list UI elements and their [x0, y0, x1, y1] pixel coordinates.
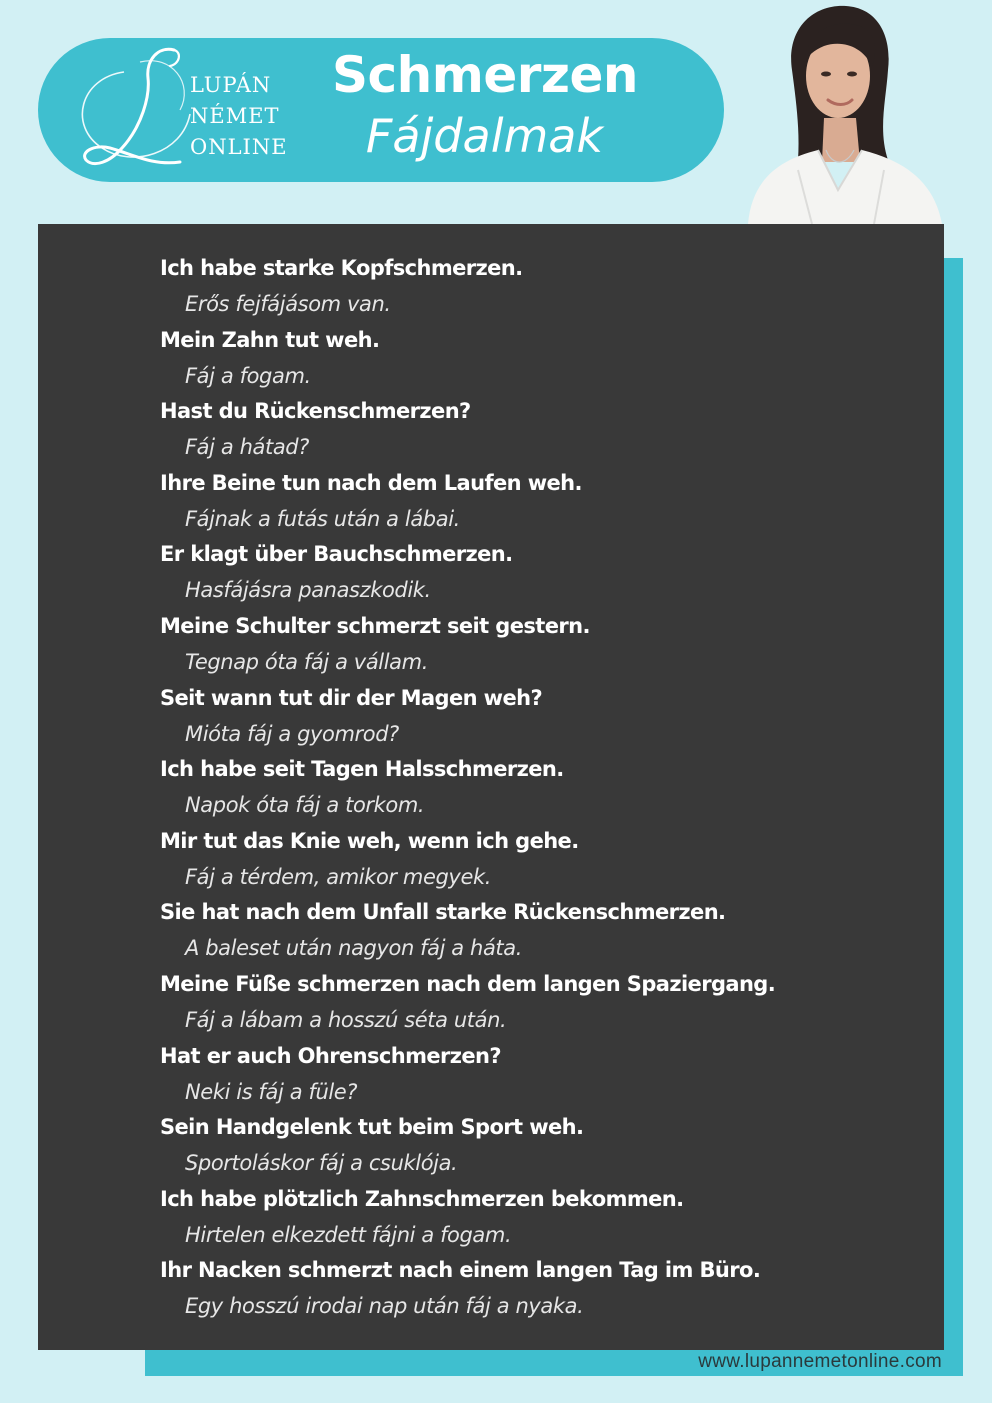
german-sentence: Seit wann tut dir der Magen weh? — [160, 685, 543, 710]
hungarian-translation: Napok óta fáj a torkom. — [185, 793, 425, 818]
phrase-item — [160, 1038, 940, 1110]
phrase-item — [160, 322, 940, 394]
german-sentence: Hat er auch Ohrenschmerzen? — [160, 1043, 501, 1068]
hungarian-translation: Erős fejfájásom van. — [185, 292, 391, 316]
phrase-item — [160, 751, 940, 823]
hungarian-translation: Tegnap óta fáj a vállam. — [185, 649, 428, 674]
german-sentence: Ich habe plötzlich Zahnschmerzen bekommen. — [160, 1186, 684, 1211]
phrase-item — [160, 823, 940, 895]
hungarian-translation: Fáj a lábam a hosszú séta után. — [185, 1007, 507, 1032]
german-sentence: Er klagt über Bauchschmerzen. — [160, 542, 513, 567]
phrase-item — [160, 250, 940, 322]
hungarian-translation: Hirtelen elkezdett fájni a fogam. — [185, 1222, 512, 1247]
brand-name-line: ONLINE — [190, 135, 288, 159]
website-link[interactable]: www.lupannemetonline.com — [698, 1351, 942, 1372]
page-title: Schmerzen — [332, 46, 639, 104]
german-sentence: Mein Zahn tut weh. — [160, 327, 380, 352]
brand-name — [190, 70, 288, 163]
hungarian-translation: Fáj a hátad? — [185, 435, 309, 460]
brand-name-line: LUPÁN — [190, 73, 272, 97]
hungarian-translation: Neki is fáj a füle? — [185, 1079, 358, 1104]
phrase-item — [160, 1109, 940, 1181]
phrase-item — [160, 393, 940, 465]
german-sentence: Ich habe seit Tagen Halsschmerzen. — [160, 757, 564, 782]
brand-name-line: NÉMET — [190, 104, 280, 128]
hungarian-translation: A baleset után nagyon fáj a háta. — [185, 936, 523, 961]
phrase-item — [160, 465, 940, 537]
hungarian-translation: Fáj a fogam. — [185, 363, 311, 388]
phrase-item — [160, 1252, 940, 1324]
german-sentence: Sie hat nach dem Unfall starke Rückenschmerzen. — [160, 900, 726, 925]
german-sentence: Ich habe starke Kopfschmerzen. — [160, 256, 523, 280]
hungarian-translation: Fáj a térdem, amikor megyek. — [185, 864, 492, 889]
german-sentence: Hast du Rückenschmerzen? — [160, 399, 471, 424]
phrase-item — [160, 894, 940, 966]
phrase-item — [160, 608, 940, 680]
teacher-portrait-photo — [738, 0, 944, 224]
german-sentence: Meine Schulter schmerzt seit gestern. — [160, 613, 590, 638]
german-sentence: Mir tut das Knie weh, wenn ich gehe. — [160, 828, 579, 853]
german-sentence: Meine Füße schmerzen nach dem langen Spaziergang. — [160, 971, 776, 996]
german-sentence: Ihr Nacken schmerzt nach einem langen Tag im Büro. — [160, 1258, 761, 1283]
german-sentence: Sein Handgelenk tut beim Sport weh. — [160, 1115, 584, 1140]
hungarian-translation: Hasfájásra panaszkodik. — [185, 578, 431, 603]
hungarian-translation: Fájnak a futás után a lábai. — [185, 506, 460, 531]
page-subtitle: Fájdalmak — [365, 109, 604, 163]
phrase-item — [160, 680, 940, 752]
phrase-item — [160, 1181, 940, 1253]
phrase-item — [160, 536, 940, 608]
phrase-list — [160, 250, 940, 1324]
hungarian-translation: Mióta fáj a gyomrod? — [185, 721, 399, 746]
phrase-item — [160, 966, 940, 1038]
hungarian-translation: Egy hosszú irodai nap után fáj a nyaka. — [185, 1294, 584, 1319]
title-block — [332, 46, 637, 164]
hungarian-translation: Sportoláskor fáj a csuklója. — [185, 1151, 458, 1176]
german-sentence: Ihre Beine tun nach dem Laufen weh. — [160, 470, 582, 495]
